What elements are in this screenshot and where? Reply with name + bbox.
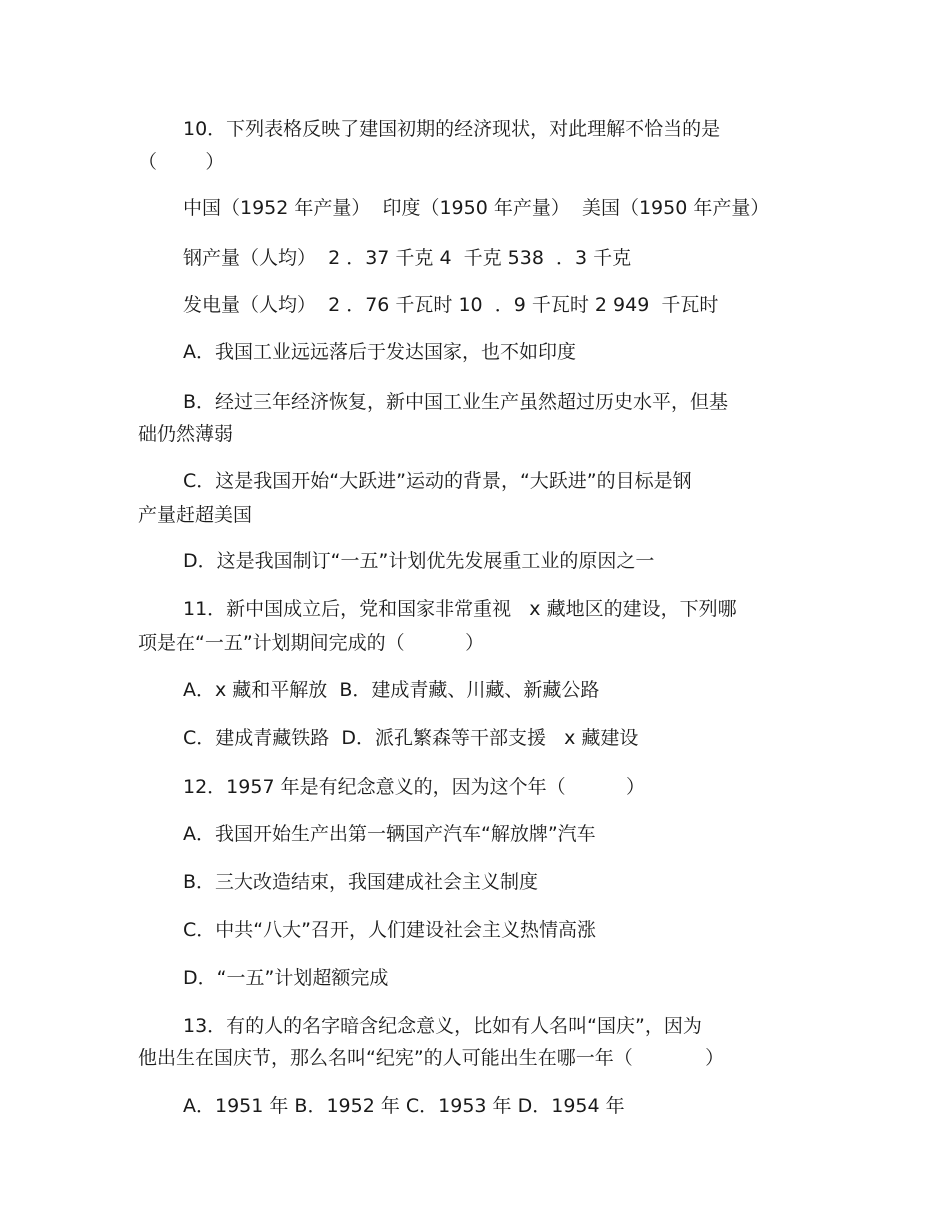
q10-stem: 10．下列表格反映了建国初期的经济现状，对此理解不恰当的是 [183, 118, 721, 140]
q12-option-d: D．“一五”计划超额完成 [183, 967, 389, 989]
q11-options-cd: C．建成青藏铁路 D．派孔繁森等干部支援 x 藏建设 [183, 727, 639, 749]
q13-stem: 13．有的人的名字暗含纪念意义，比如有人名叫“国庆”，因为 [183, 1015, 702, 1037]
q12-option-a: A．我国开始生产出第一辆国产汽车“解放牌”汽车 [183, 823, 596, 845]
q11-options-ab: A．x 藏和平解放 B．建成青藏、川藏、新藏公路 [183, 679, 600, 701]
q12-option-b: B．三大改造结束，我国建成社会主义制度 [183, 871, 539, 893]
q11-stem: 11．新中国成立后，党和国家非常重视 x 藏地区的建设，下列哪 [183, 598, 737, 620]
q10-option-a: A．我国工业远远落后于发达国家，也不如印度 [183, 341, 576, 363]
q10-table-row-steel: 钢产量（人均） 2 ．37 千克 4 千克 538 ．3 千克 [183, 247, 632, 269]
q10-option-c: C．这是我国开始“大跃进”运动的背景，“大跃进”的目标是钢 [183, 470, 692, 492]
q10-table-header: 中国（1952 年产量） 印度（1950 年产量） 美国（1950 年产量） [183, 197, 770, 219]
q13-options: A．1951 年 B．1952 年 C．1953 年 D．1954 年 [183, 1095, 625, 1117]
q10-option-b-cont: 础仍然薄弱 [138, 423, 234, 445]
q10-option-b: B．经过三年经济恢复，新中国工业生产虽然超过历史水平，但基 [183, 391, 729, 413]
q11-stem-cont: 项是在“一五”计划期间完成的（ ） [138, 632, 485, 654]
q10-answer-blank: （ ） [138, 151, 225, 173]
q10-option-d: D．这是我国制订“一五”计划优先发展重工业的原因之一 [183, 550, 655, 572]
q12-option-c: C．中共“八大”召开，人们建设社会主义热情高涨 [183, 919, 596, 941]
q12-stem: 12．1957 年是有纪念意义的，因为这个年（ ） [183, 776, 645, 798]
q10-option-c-cont: 产量赶超美国 [138, 504, 253, 526]
q10-table-row-power: 发电量（人均） 2 ．76 千瓦时 10 ．9 千瓦时 2 949 千瓦时 [183, 294, 719, 316]
q13-stem-cont: 他出生在国庆节，那么名叫“纪宪”的人可能出生在哪一年（ ） [138, 1047, 725, 1069]
